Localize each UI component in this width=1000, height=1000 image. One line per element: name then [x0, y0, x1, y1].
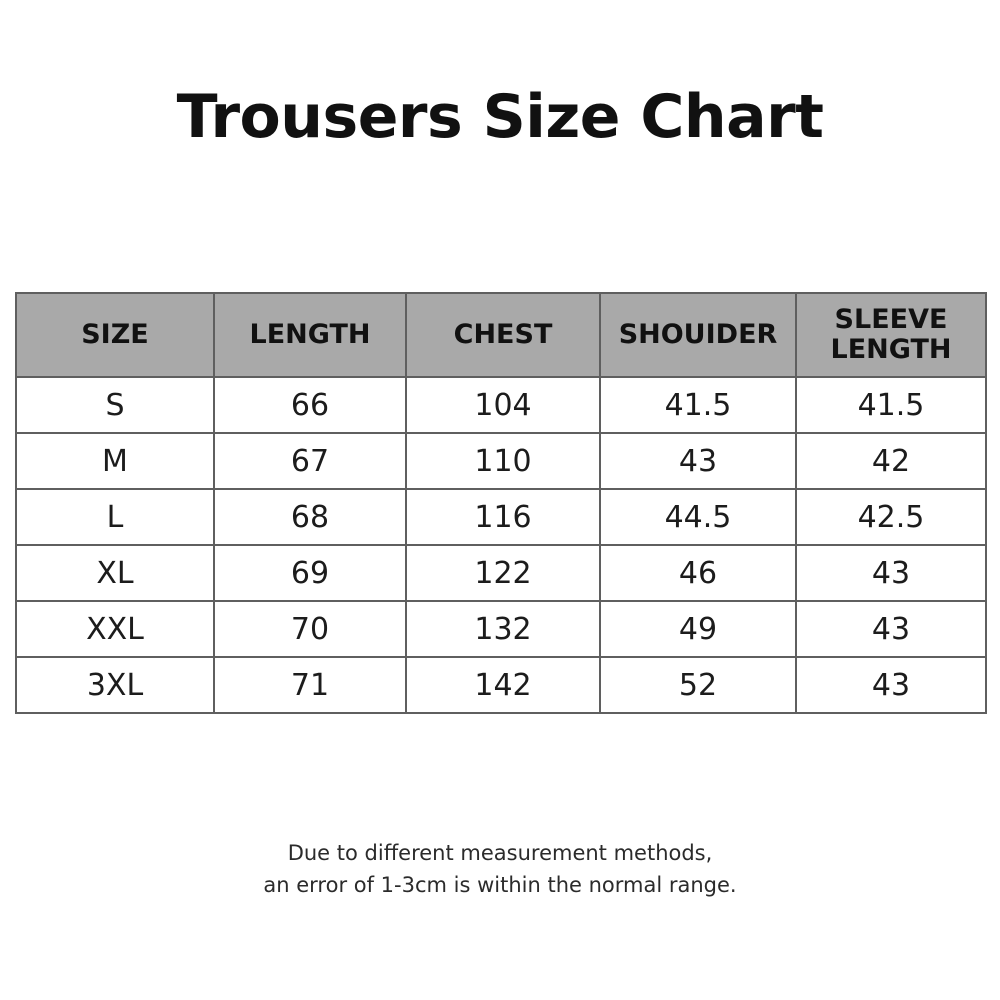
cell-chest: 104: [406, 377, 600, 433]
cell-size: L: [16, 489, 214, 545]
cell-size: 3XL: [16, 657, 214, 713]
cell-size: XXL: [16, 601, 214, 657]
cell-length: 70: [214, 601, 406, 657]
disclaimer-line-2: an error of 1-3cm is within the normal range.: [263, 872, 737, 897]
cell-chest: 132: [406, 601, 600, 657]
size-chart-table: [15, 292, 987, 714]
table-header-row: [16, 293, 986, 377]
table-header: [16, 293, 986, 377]
cell-length: 67: [214, 433, 406, 489]
column-header-sleeve-length: SLEEVE LENGTH: [796, 293, 986, 377]
column-header-shoulder: SHOUIDER: [600, 293, 796, 377]
cell-sleeve-length: 43: [796, 657, 986, 713]
table-row: [16, 545, 986, 601]
disclaimer-line-1: Due to different measurement methods,: [287, 841, 713, 865]
table-row: [16, 657, 986, 713]
cell-chest: 122: [406, 545, 600, 601]
cell-length: 71: [214, 657, 406, 713]
table-row: [16, 601, 986, 657]
measurement-disclaimer: [0, 838, 1000, 901]
cell-size: S: [16, 377, 214, 433]
cell-shoulder: 52: [600, 657, 796, 713]
cell-shoulder: 43: [600, 433, 796, 489]
cell-shoulder: 44.5: [600, 489, 796, 545]
table-row: [16, 433, 986, 489]
cell-sleeve-length: 41.5: [796, 377, 986, 433]
cell-sleeve-length: 42: [796, 433, 986, 489]
table-row: [16, 377, 986, 433]
column-header-chest: CHEST: [406, 293, 600, 377]
cell-shoulder: 41.5: [600, 377, 796, 433]
cell-shoulder: 49: [600, 601, 796, 657]
cell-length: 69: [214, 545, 406, 601]
cell-chest: 110: [406, 433, 600, 489]
cell-shoulder: 46: [600, 545, 796, 601]
cell-length: 68: [214, 489, 406, 545]
size-chart-table-wrapper: [15, 292, 985, 714]
cell-sleeve-length: 43: [796, 545, 986, 601]
cell-sleeve-length: 43: [796, 601, 986, 657]
cell-chest: 116: [406, 489, 600, 545]
column-header-length: LENGTH: [214, 293, 406, 377]
cell-size: M: [16, 433, 214, 489]
table-body: [16, 377, 986, 713]
page-title: Trousers Size Chart: [176, 82, 824, 152]
column-header-size: SIZE: [16, 293, 214, 377]
cell-length: 66: [214, 377, 406, 433]
cell-chest: 142: [406, 657, 600, 713]
cell-sleeve-length: 42.5: [796, 489, 986, 545]
cell-size: XL: [16, 545, 214, 601]
table-row: [16, 489, 986, 545]
